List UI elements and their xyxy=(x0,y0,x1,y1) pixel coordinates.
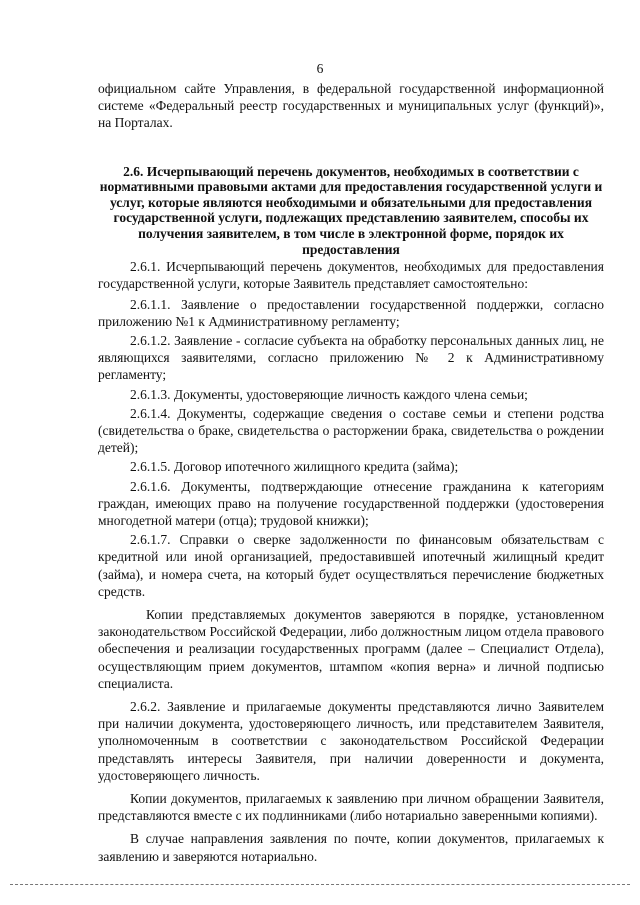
paragraph-2-6-1-7: 2.6.1.7. Справки о сверке задолженности по финансовым обязательствам с кредитной или иной организацией, предоставившей ипотечный жилищный кредит (займа), и номера счета, на который будет осуществляться перечисление бюджетных средств. xyxy=(98,532,604,599)
paragraph-2-6-1-4: 2.6.1.4. Документы, содержащие сведения о составе семьи и степени родства (свидетельства о браке, свидетельства о расторжении брака, свидетельства о рождении детей); xyxy=(98,405,604,456)
paragraph-2-6-1-1: 2.6.1.1. Заявление о предоставлении государственной поддержки, согласно приложению №1 к Административному регламенту; xyxy=(98,296,604,329)
paragraph-copies-originals: Копии документов, прилагаемых к заявлению при личном обращении Заявителя, представляются вместе с их подлинниками (либо нотариально заверенными копиями). xyxy=(98,791,604,824)
paragraph-copies-certification: Копии представляемых документов заверяются в порядке, установленном законодательством Российской Федерации, либо должностным лицом отдела правового обеспечения и реализации государственных программ (далее – Специалист Отдела), осуществляющим прием документов, штампом «копия верна» и личной подписью специалиста. xyxy=(98,607,604,691)
intro-paragraph: официальном сайте Управления, в федеральной государственной информационной системе «Федеральный реестр государственных и муниципальных услуг (функций)», на Порталах. xyxy=(98,81,604,131)
scan-edge-line xyxy=(10,884,630,885)
paragraph-postal-submission: В случае направления заявления по почте, копии документов, прилагаемых к заявлению и заверяются нотариально. xyxy=(98,831,604,864)
paragraph-2-6-1-2: 2.6.1.2. Заявление - согласие субъекта на обработку персональных данных лиц, не являющихся заявителями, согласно приложению № 2 к Административному регламенту; xyxy=(98,332,604,383)
page-number: 6 xyxy=(316,61,324,76)
page-content xyxy=(98,80,604,865)
paragraph-2-6-1-5: 2.6.1.5. Договор ипотечного жилищного кредита (займа); xyxy=(130,459,459,475)
paragraph-2-6-1: 2.6.1. Исчерпывающий перечень документов, необходимых для предоставления государственной услуги, которые Заявитель представляет самостоятельно: xyxy=(98,259,604,292)
paragraph-2-6-2: 2.6.2. Заявление и прилагаемые документы представляются лично Заявителем при наличии документа, удостоверяющего личность, или представителем Заявителя, уполномоченным в соответствии с законодательством Российской Федерации представлять интересы Заявителя, при наличии доверенности и документа, удостоверяющего личность. xyxy=(98,699,604,783)
paragraph-2-6-1-3: 2.6.1.3. Документы, удостоверяющие личность каждого члена семьи; xyxy=(130,386,528,402)
section-heading: 2.6. Исчерпывающий перечень документов, необходимых в соответствии с нормативными правовыми актами для предоставления государственной услуги и услуг, которые являются необходимыми и обязательными для предоставления государственной услуги, подлежащих представлению заявителем, способы их получения заявителем, в том числе в электронной форме, порядок их предоставления xyxy=(99,163,603,257)
paragraph-2-6-1-6: 2.6.1.6. Документы, подтверждающие отнесение гражданина к категориям граждан, имеющих право на получение государственной поддержки (удостоверения многодетной матери (отца); трудовой книжки); xyxy=(98,478,604,529)
